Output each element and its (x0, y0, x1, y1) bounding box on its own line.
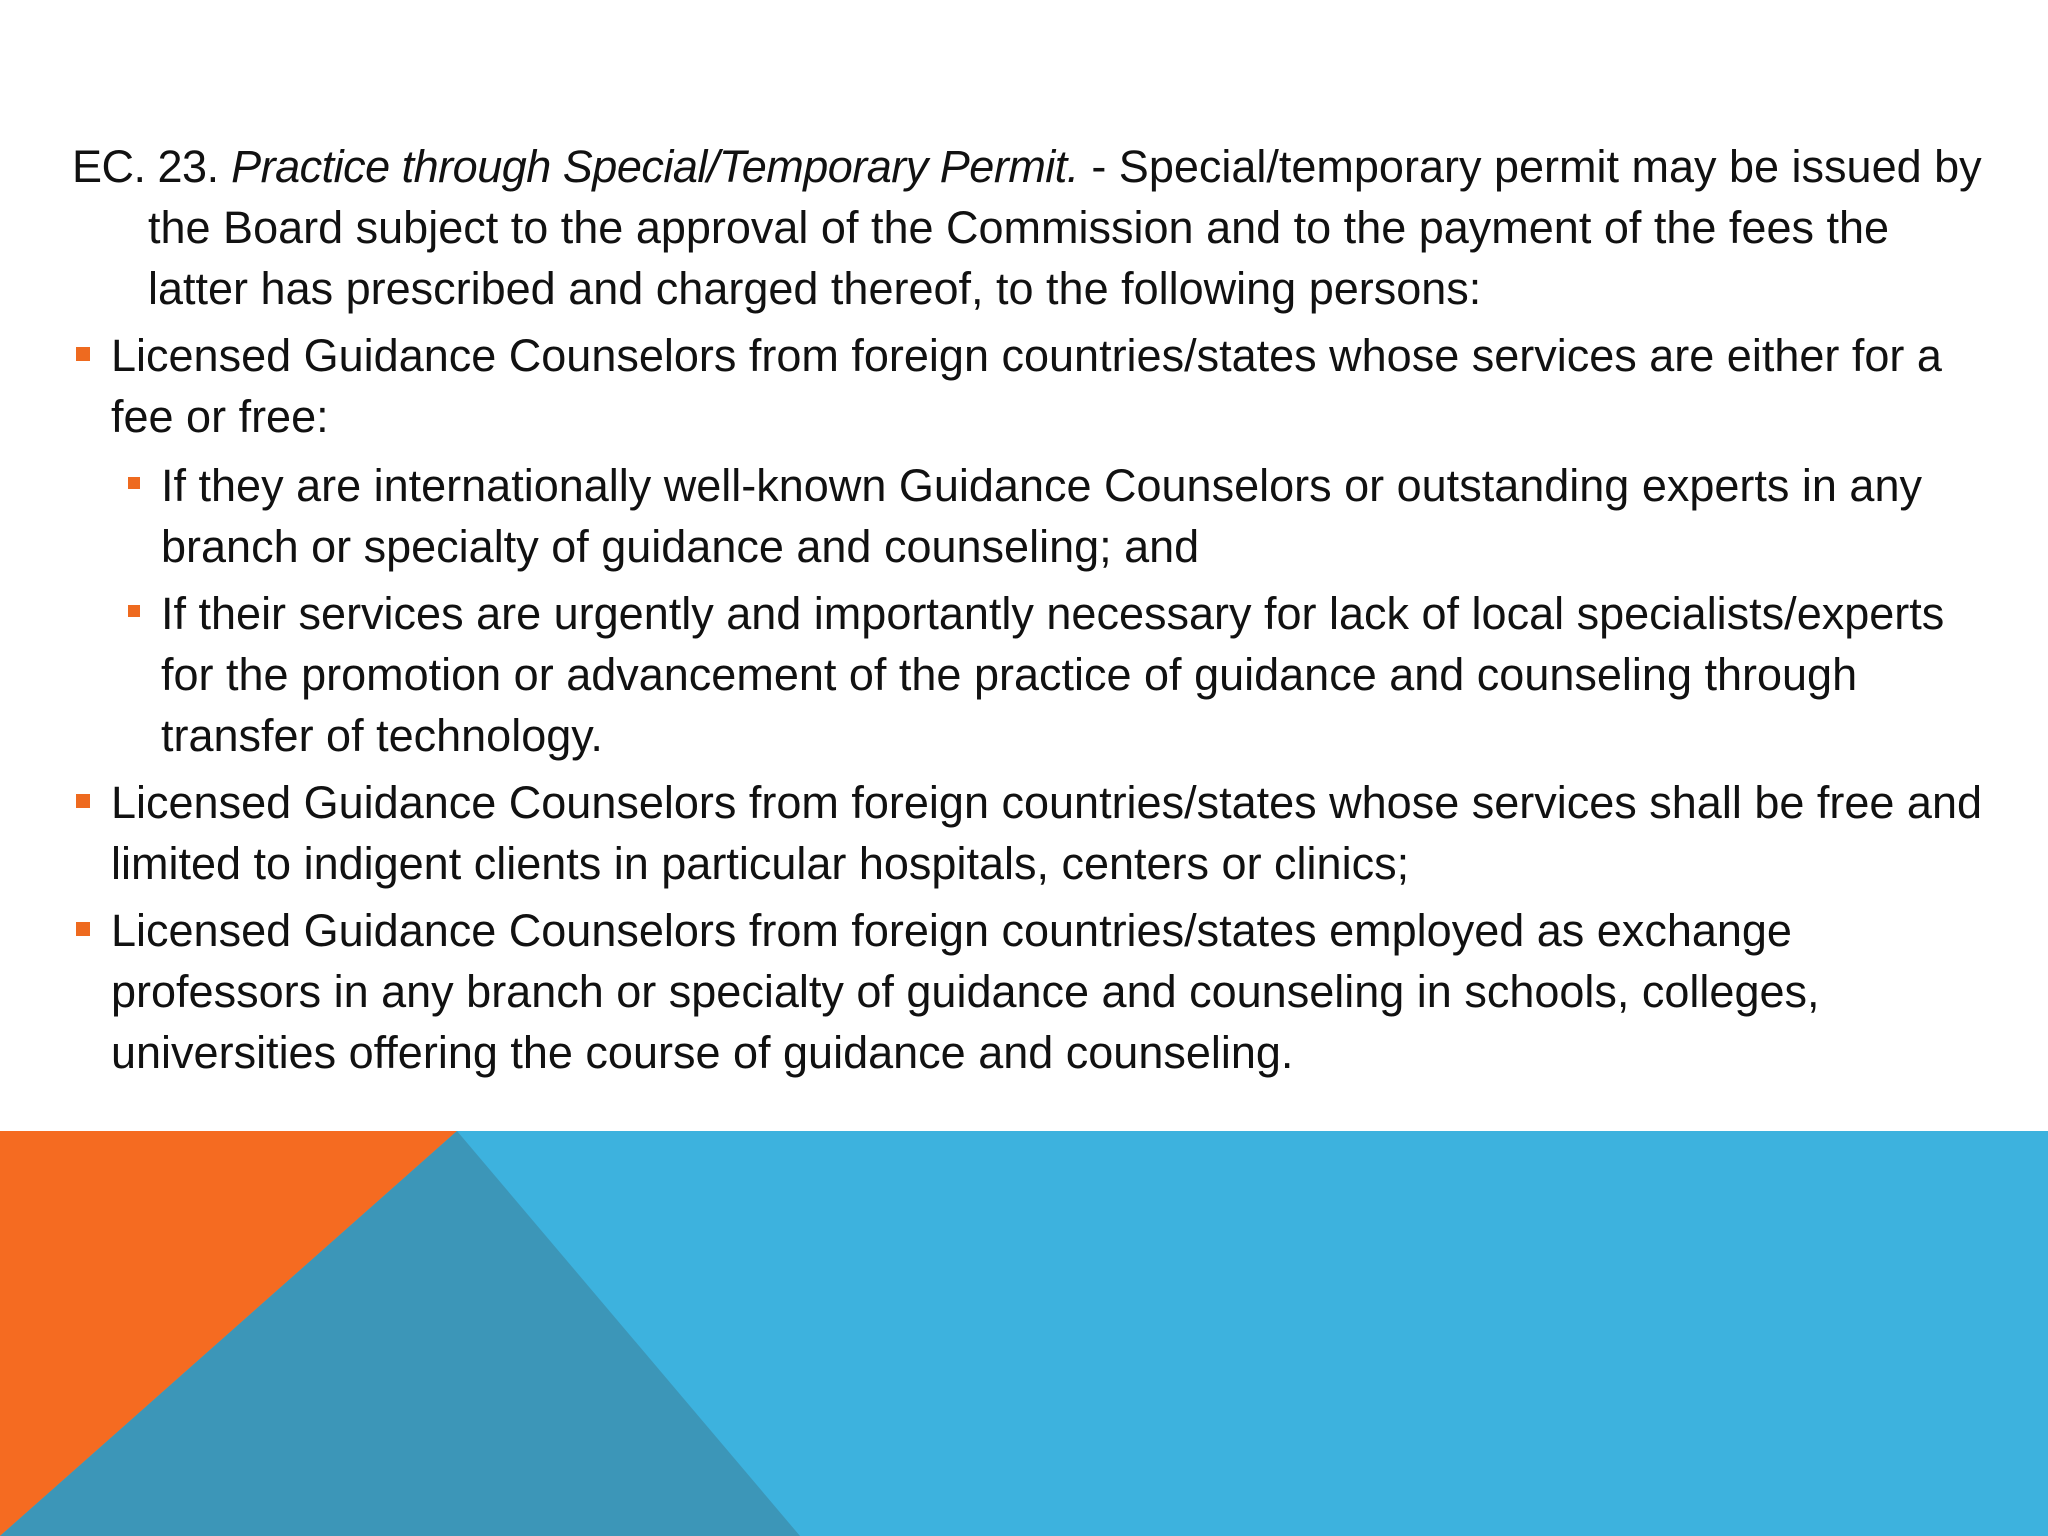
section-number: EC. 23. (72, 141, 219, 192)
square-bullet-icon (76, 347, 90, 361)
square-bullet-icon (128, 605, 140, 617)
list-item (72, 772, 1992, 894)
sub-list-item-text: If they are internationally well-known Guidance Counselors or outstanding experts in any branch or specialty of guidance and counseling; and (161, 460, 1922, 572)
list-item (72, 900, 1992, 1083)
bullet-list (72, 325, 1992, 1083)
square-bullet-icon (76, 922, 90, 936)
footer-graphic (0, 1131, 2048, 1536)
list-item (72, 325, 1992, 766)
square-bullet-icon (128, 477, 140, 489)
section-heading (72, 136, 1992, 319)
slide-body (72, 136, 1992, 1083)
list-item-text: Licensed Guidance Counselors from foreign countries/states employed as exchange professors in any branch or specialty of guidance and counseling in schools, colleges, universities offering the course of guidance and counseling. (111, 905, 1820, 1078)
sub-bullet-list (124, 455, 1992, 766)
section-title: Practice through Special/Temporary Permit. (231, 141, 1079, 192)
square-bullet-icon (76, 794, 90, 808)
sub-list-item (124, 583, 1992, 766)
sub-list-item (124, 455, 1992, 577)
list-item-text: Licensed Guidance Counselors from foreign countries/states whose services are either for a fee or free: (111, 330, 1942, 442)
list-item-text: Licensed Guidance Counselors from foreign countries/states whose services shall be free and limited to indigent clients in particular hospitals, centers or clinics; (111, 777, 1982, 889)
section-text: - Special/temporary permit may be issued by the Board subject to the approval of the Commission and to the payment of the fees the latter has prescribed and charged thereof, to the following persons: (148, 141, 1982, 314)
sub-list-item-text: If their services are urgently and importantly necessary for lack of local specialists/experts for the promotion or advancement of the practice of guidance and counseling through transfer of technology. (161, 588, 1945, 761)
